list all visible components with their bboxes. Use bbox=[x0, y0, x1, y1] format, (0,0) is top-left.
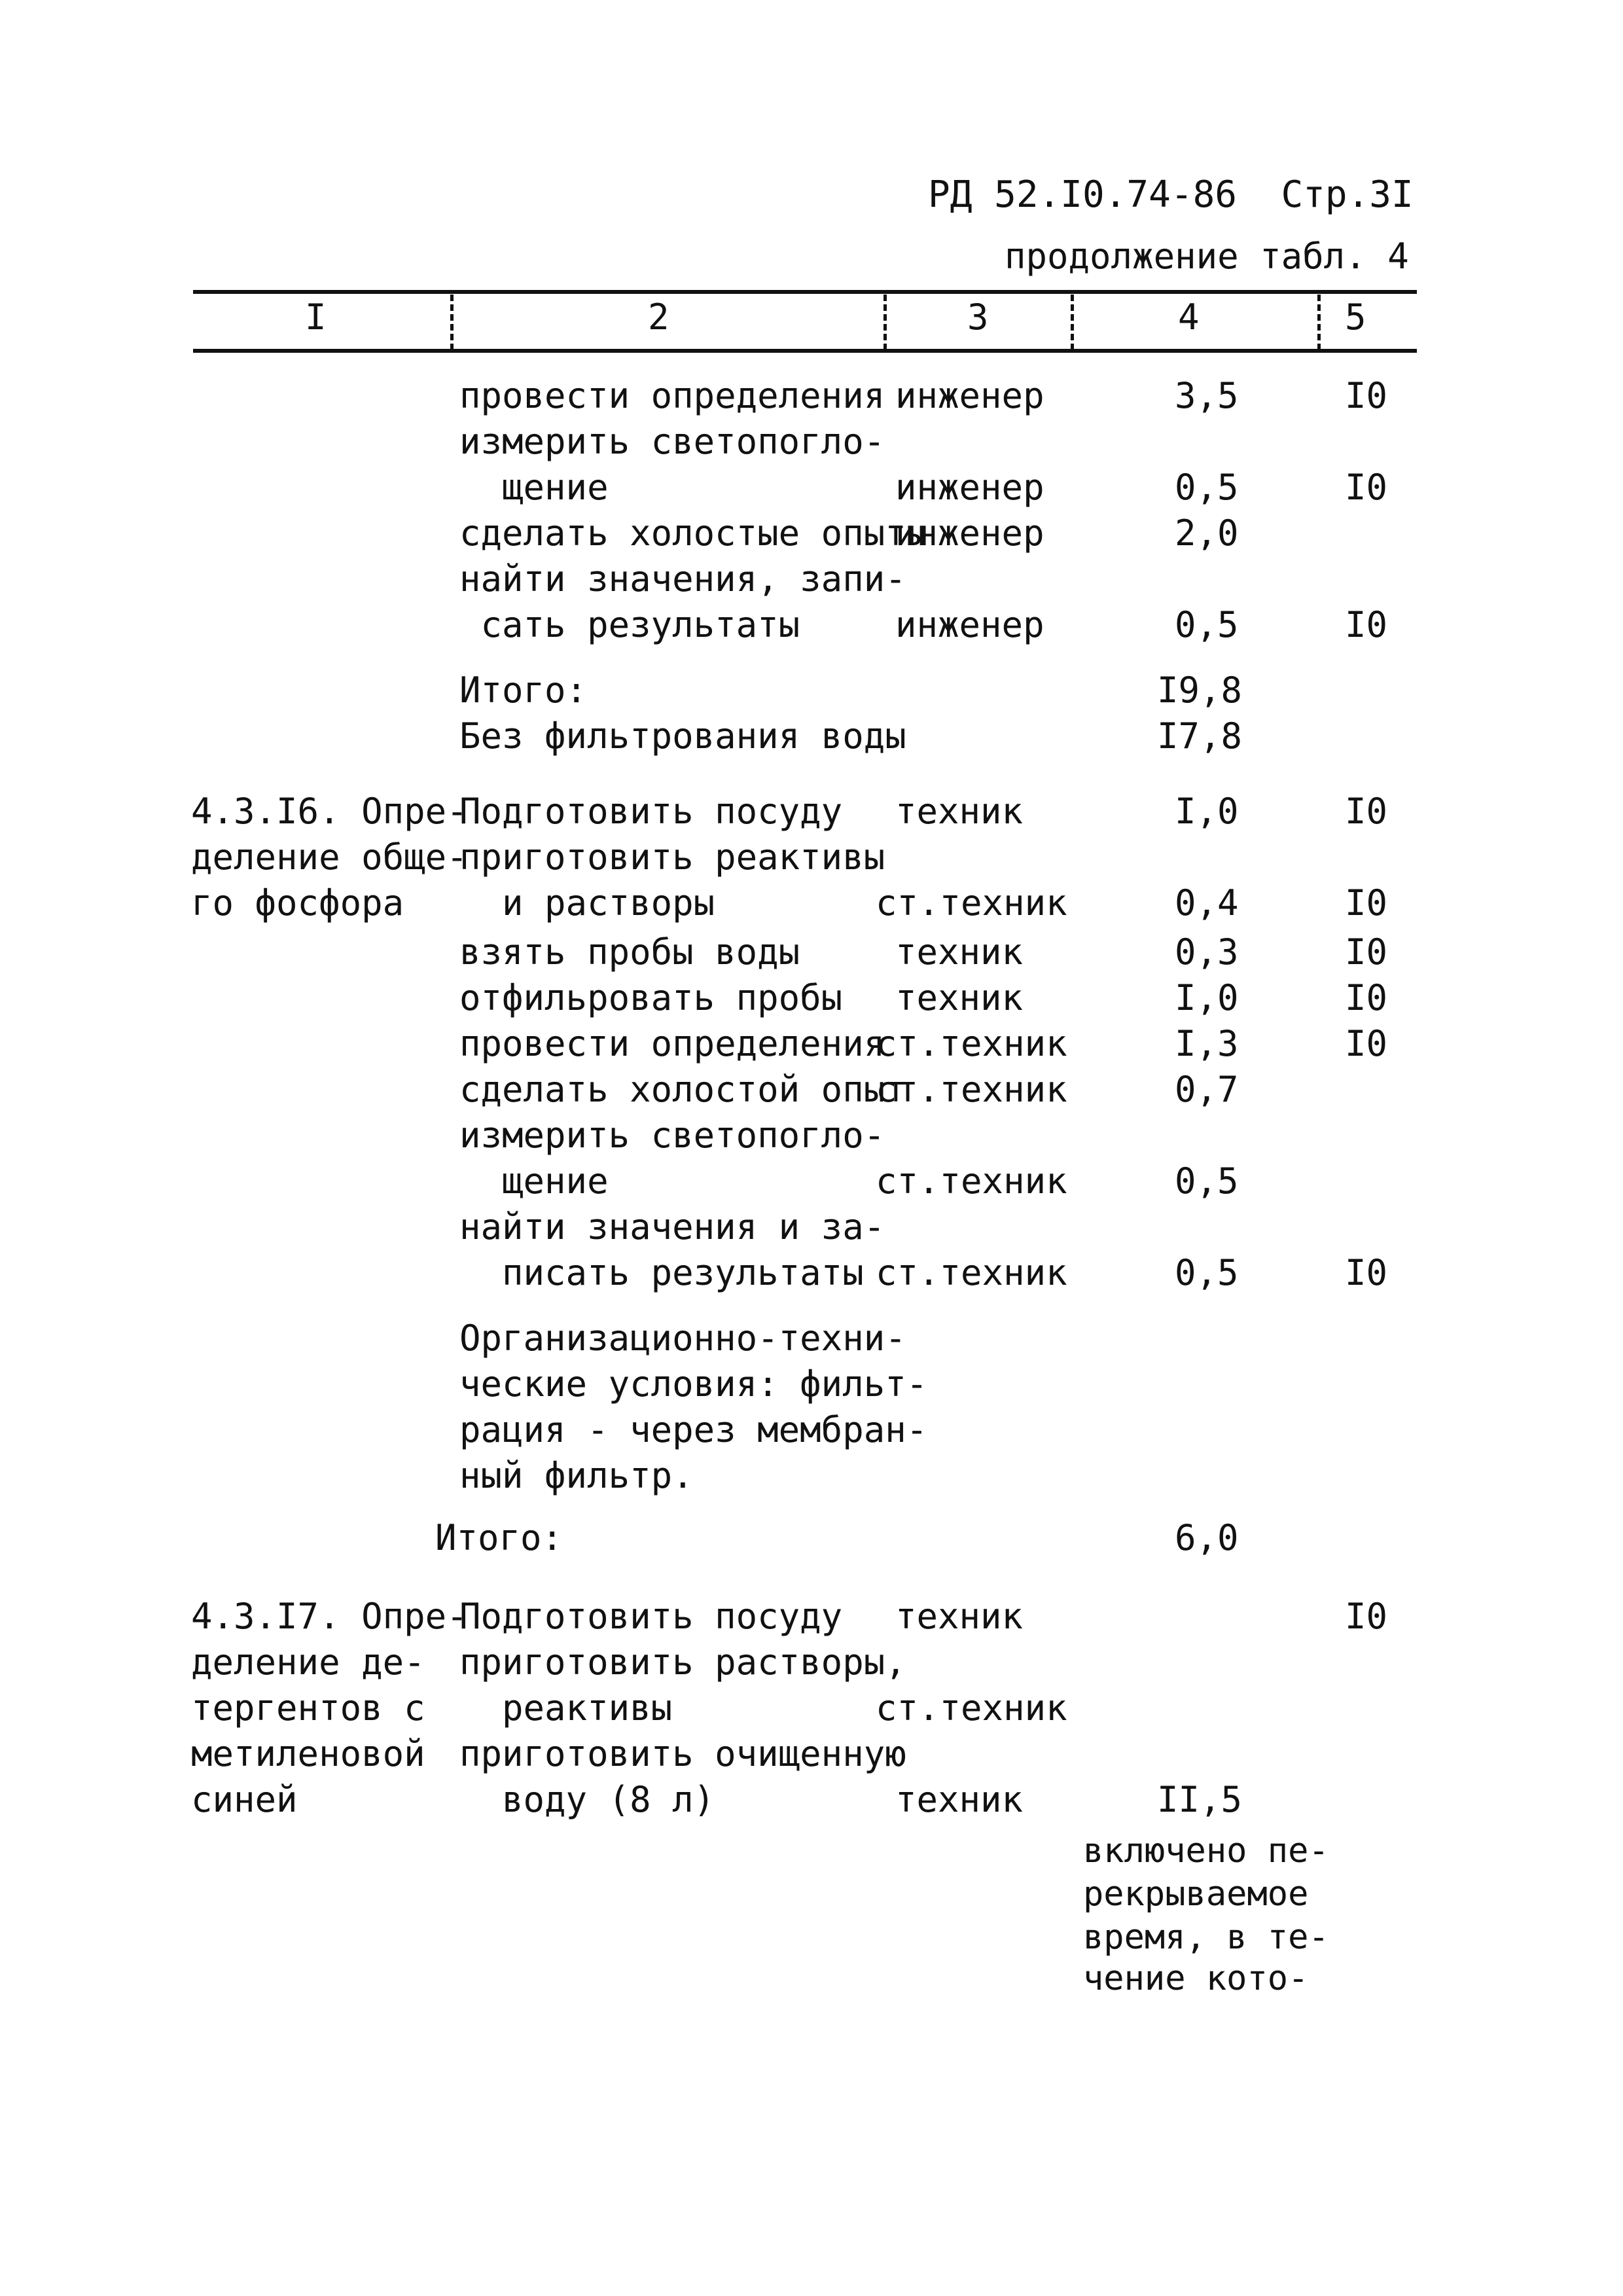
table-row-time: 0,4 bbox=[1175, 882, 1239, 924]
table-row-task: реактивы bbox=[459, 1687, 673, 1729]
table-row-performer: ст.техник bbox=[876, 882, 1067, 924]
table-row-task: провести определения bbox=[459, 1023, 885, 1064]
table-row-task: найти значения и за- bbox=[459, 1206, 885, 1247]
section-title-line: тергентов с bbox=[191, 1687, 425, 1729]
table-row-task: щение bbox=[459, 1160, 609, 1202]
table-row-task: сать результаты bbox=[459, 604, 800, 645]
table-row-time: 0,7 bbox=[1175, 1069, 1239, 1110]
conditions-note-line: рация - через мембран- bbox=[459, 1409, 928, 1450]
table-row-task: отфильровать пробы bbox=[459, 977, 843, 1018]
table-row-task: сделать холостые опыты bbox=[459, 512, 928, 554]
table-row-performer: инженер bbox=[895, 375, 1044, 416]
no-filtration-value: I7,8 bbox=[1157, 715, 1243, 757]
table-row-task: приготовить реактивы bbox=[459, 836, 885, 878]
table-row-performer: ст.техник bbox=[876, 1160, 1067, 1202]
section-title-line: 4.3.I7. Опре- bbox=[191, 1596, 468, 1637]
table-row-task: измерить светопогло- bbox=[459, 421, 885, 462]
section-title-line: деление де- bbox=[191, 1641, 425, 1683]
table-row-task: писать результаты bbox=[459, 1252, 864, 1293]
table-row-performer: ст.техник bbox=[876, 1023, 1067, 1064]
table-row-performer: техник bbox=[895, 791, 1024, 832]
total-value: I9,8 bbox=[1157, 670, 1243, 711]
table-row-task: Подготовить посуду bbox=[459, 1596, 843, 1637]
table-row-task: провести определения bbox=[459, 375, 885, 416]
column-header-1: I bbox=[305, 296, 327, 338]
conditions-note-line: ческие условия: фильт- bbox=[459, 1363, 928, 1405]
section-title-line: 4.3.I6. Опре- bbox=[191, 791, 468, 832]
no-filtration-label: Без фильтрования воды bbox=[459, 715, 906, 757]
table-row-time: I,0 bbox=[1175, 791, 1239, 832]
table-row-task: сделать холостой опыт bbox=[459, 1069, 906, 1110]
total-label: Итого: bbox=[435, 1517, 563, 1558]
section-title-line: го фосфора bbox=[191, 882, 404, 924]
table-top-rule bbox=[193, 290, 1417, 294]
table-row-time: 0,5 bbox=[1175, 604, 1239, 645]
table-row-task: воду (8 л) bbox=[459, 1779, 715, 1820]
table-row-performer: техник bbox=[895, 977, 1024, 1018]
table-row-performer: техник bbox=[895, 931, 1024, 973]
table-row-time: 0,5 bbox=[1175, 467, 1239, 508]
conditions-note-line: ный фильтр. bbox=[459, 1455, 694, 1496]
table-row-code: I0 bbox=[1345, 931, 1388, 973]
table-row-time: I,3 bbox=[1175, 1023, 1239, 1064]
table-row-task: взять пробы воды bbox=[459, 931, 800, 973]
table-continuation-label: продолжение табл. 4 bbox=[1005, 236, 1409, 277]
column-header-4: 4 bbox=[1178, 296, 1200, 338]
section-title-line: синей bbox=[191, 1779, 298, 1820]
table-row-performer: инженер bbox=[895, 604, 1044, 645]
table-header-bottom-rule bbox=[193, 349, 1417, 353]
section-title-line: метиленовой bbox=[191, 1733, 425, 1774]
overlap-note-line: включено пе- bbox=[1083, 1831, 1329, 1871]
table-row-code: I0 bbox=[1345, 1252, 1388, 1293]
table-row-performer: техник bbox=[895, 1596, 1024, 1637]
table-row-performer: техник bbox=[895, 1779, 1024, 1820]
table-row-code: I0 bbox=[1345, 977, 1388, 1018]
table-row-performer: ст.техник bbox=[876, 1687, 1067, 1729]
table-row-task: Подготовить посуду bbox=[459, 791, 843, 832]
column-divider-2 bbox=[883, 295, 887, 350]
total-label: Итого: bbox=[459, 670, 588, 711]
overlap-note-line: рекрываемое bbox=[1083, 1874, 1309, 1914]
table-row-task: измерить светопогло- bbox=[459, 1115, 885, 1156]
table-row-code: I0 bbox=[1345, 791, 1388, 832]
table-row-task: найти значения, запи- bbox=[459, 558, 906, 600]
table-row-time: II,5 bbox=[1157, 1779, 1243, 1820]
table-row-performer: ст.техник bbox=[876, 1069, 1067, 1110]
table-row-performer: инженер bbox=[895, 467, 1044, 508]
section-title-line: деление обще- bbox=[191, 836, 468, 878]
table-row-performer: ст.техник bbox=[876, 1252, 1067, 1293]
column-header-5: 5 bbox=[1345, 296, 1366, 338]
table-row-time: 0,3 bbox=[1175, 931, 1239, 973]
table-row-code: I0 bbox=[1345, 1596, 1388, 1637]
table-row-time: 2,0 bbox=[1175, 512, 1239, 554]
table-row-task: и растворы bbox=[459, 882, 715, 924]
table-row-task: приготовить растворы, bbox=[459, 1641, 906, 1683]
overlap-note-line: чение кото- bbox=[1083, 1959, 1309, 1998]
table-row-time: 0,5 bbox=[1175, 1160, 1239, 1202]
table-row-time: I,0 bbox=[1175, 977, 1239, 1018]
column-divider-4 bbox=[1317, 295, 1321, 350]
column-header-2: 2 bbox=[648, 296, 669, 338]
table-row-task: приготовить очищенную bbox=[459, 1733, 906, 1774]
table-row-code: I0 bbox=[1345, 467, 1388, 508]
document-reference: РД 52.I0.74-86 Стр.3I bbox=[928, 173, 1414, 216]
total-value: 6,0 bbox=[1175, 1517, 1239, 1558]
table-row-task: щение bbox=[459, 467, 609, 508]
table-row-performer: инженер bbox=[895, 512, 1044, 554]
table-row-time: 0,5 bbox=[1175, 1252, 1239, 1293]
column-header-3: 3 bbox=[967, 296, 989, 338]
table-row-code: I0 bbox=[1345, 375, 1388, 416]
conditions-note-line: Организационно-техни- bbox=[459, 1318, 906, 1359]
column-divider-1 bbox=[450, 295, 454, 350]
overlap-note-line: время, в те- bbox=[1083, 1918, 1329, 1957]
table-row-code: I0 bbox=[1345, 882, 1388, 924]
table-row-code: I0 bbox=[1345, 1023, 1388, 1064]
column-divider-3 bbox=[1071, 295, 1074, 350]
table-row-time: 3,5 bbox=[1175, 375, 1239, 416]
table-row-code: I0 bbox=[1345, 604, 1388, 645]
